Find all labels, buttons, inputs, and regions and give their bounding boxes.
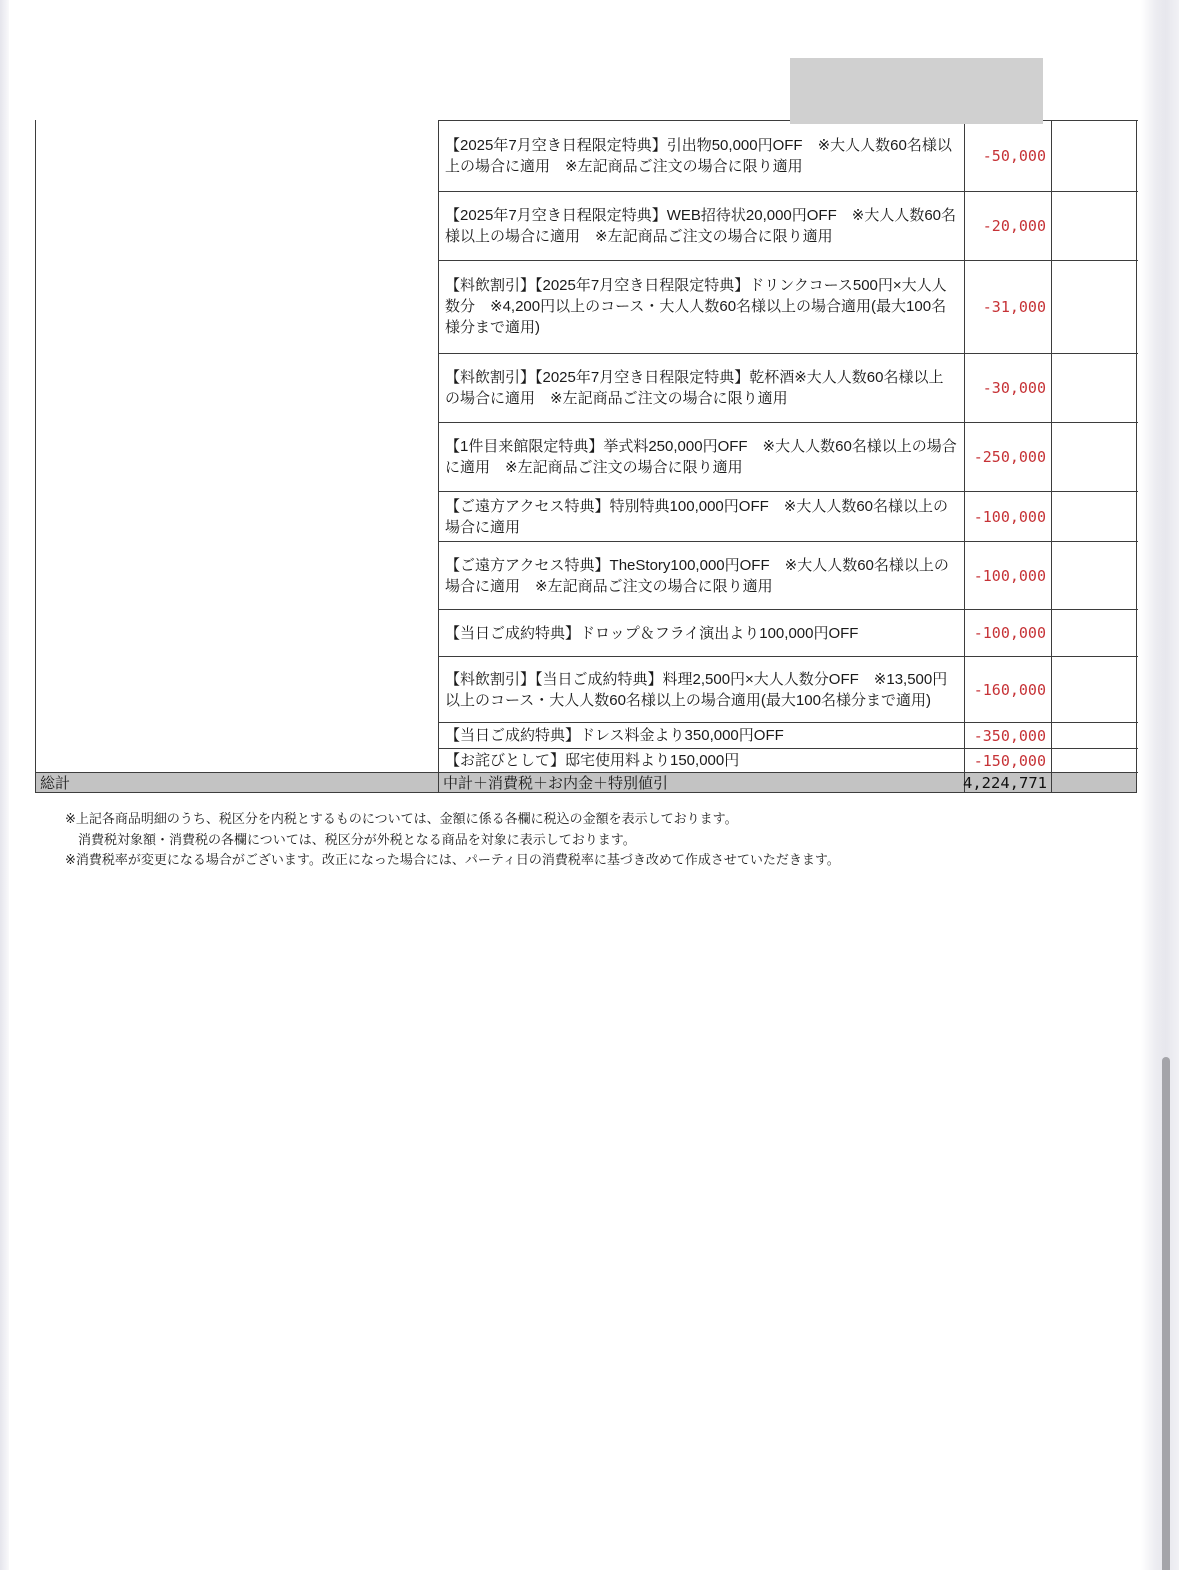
footnote-line: 消費税対象額・消費税の各欄については、税区分が外税となる商品を対象に表示しております。 bbox=[78, 831, 636, 847]
tax-empty-cell bbox=[1051, 260, 1138, 353]
item-description-cell bbox=[438, 541, 964, 609]
item-text: 【2025年7月空き日程限定特典】WEB招待状20,000円OFF ※大人人数60名様以上の場合に適用 ※左記商品ご注文の場合に限り適用 bbox=[445, 206, 957, 245]
table-row bbox=[36, 120, 1136, 191]
category-spacer-cell bbox=[36, 609, 438, 656]
item-text: 【料飲割引】【2025年7月空き日程限定特典】乾杯酒※大人人数60名様以上の場合に適用 ※左記商品ご注文の場合に限り適用 bbox=[445, 368, 944, 407]
amount-cell: -160,000 bbox=[964, 656, 1051, 722]
amount-cell: -250,000 bbox=[964, 422, 1051, 492]
item-description-cell bbox=[438, 656, 964, 722]
category-spacer-cell bbox=[36, 722, 438, 748]
category-spacer-cell bbox=[36, 191, 438, 260]
grand-total-description: 中計＋消費税＋お内金＋特別値引 bbox=[438, 772, 964, 792]
item-text: 【ご遠方アクセス特典】特別特典100,000円OFF ※大人人数60名様以上の場合に適用 bbox=[445, 497, 949, 536]
tax-empty-cell bbox=[1051, 422, 1138, 492]
item-text: 【当日ご成約特典】ドレス料金より350,000円OFF bbox=[445, 727, 784, 745]
tax-empty-cell bbox=[1051, 120, 1138, 191]
amount-cell: -30,000 bbox=[964, 353, 1051, 422]
table-row bbox=[36, 191, 1136, 260]
tax-empty-cell bbox=[1051, 609, 1138, 656]
item-description-cell bbox=[438, 722, 964, 748]
item-description-cell bbox=[438, 609, 964, 656]
grand-total-amount: 4,224,771 bbox=[964, 772, 1051, 792]
amount-cell: -150,000 bbox=[964, 748, 1051, 772]
page-left-edge bbox=[0, 0, 9, 1570]
category-spacer-cell bbox=[36, 541, 438, 609]
table-row bbox=[36, 722, 1136, 748]
category-spacer-cell bbox=[36, 422, 438, 492]
item-text: 【料飲割引】【2025年7月空き日程限定特典】ドリンクコース500円×大人人数分 ※4,200円以上のコース・大人人数60名様以上の場合適用(最大100名様分まで適用) bbox=[445, 277, 947, 337]
tax-empty-cell bbox=[1051, 191, 1138, 260]
tax-empty-cell bbox=[1051, 353, 1138, 422]
category-spacer-cell bbox=[36, 353, 438, 422]
tax-empty-cell bbox=[1051, 656, 1138, 722]
table-row bbox=[36, 656, 1136, 722]
item-description-cell bbox=[438, 353, 964, 422]
tax-empty-cell bbox=[1051, 722, 1138, 748]
amount-cell: -20,000 bbox=[964, 191, 1051, 260]
category-spacer-cell bbox=[36, 748, 438, 772]
table-row bbox=[36, 260, 1136, 353]
item-description-cell bbox=[438, 491, 964, 541]
tax-empty-cell bbox=[1051, 491, 1138, 541]
tax-empty-cell bbox=[1051, 748, 1138, 772]
amount-cell: -100,000 bbox=[964, 609, 1051, 656]
table-row bbox=[36, 422, 1136, 492]
amount-cell: -31,000 bbox=[964, 260, 1051, 353]
footnote-line: ※消費税率が変更になる場合がございます。改正になった場合には、パーティ日の消費税率に基づき改めて作成させていただきます。 bbox=[65, 852, 840, 867]
amount-cell: -350,000 bbox=[964, 722, 1051, 748]
item-text: 【1件目来館限定特典】挙式料250,000円OFF ※大人人数60名様以上の場合に適用 ※左記商品ご注文の場合に限り適用 bbox=[445, 437, 957, 476]
table-row bbox=[36, 491, 1136, 541]
tax-empty-cell bbox=[1051, 541, 1138, 609]
redacted-header-block bbox=[790, 58, 1043, 124]
category-spacer-cell bbox=[36, 120, 438, 191]
item-text: 【ご遠方アクセス特典】TheStory100,000円OFF ※大人人数60名様以上の場合に適用 ※左記商品ご注文の場合に限り適用 bbox=[445, 556, 949, 595]
item-description-cell bbox=[438, 120, 964, 191]
footnote-line: ※上記各商品明細のうち、税区分を内税とするものについては、金額に係る各欄に税込の金額を表示しております。 bbox=[65, 811, 738, 826]
item-description-cell bbox=[438, 191, 964, 260]
item-text: 【料飲割引】【当日ご成約特典】料理2,500円×大人人数分OFF ※13,500円以上のコース・大人人数60名様以上の場合適用(最大100名様分まで適用) bbox=[445, 670, 948, 709]
category-spacer-cell bbox=[36, 260, 438, 353]
grand-total-empty-cell bbox=[1051, 772, 1138, 792]
category-spacer-cell bbox=[36, 491, 438, 541]
item-text: 【当日ご成約特典】ドロップ＆フライ演出より100,000円OFF bbox=[445, 624, 859, 642]
scrollbar-thumb[interactable] bbox=[1162, 1057, 1170, 1570]
item-text: 【2025年7月空き日程限定特典】引出物50,000円OFF ※大人人数60名様以上の場合に適用 ※左記商品ご注文の場合に限り適用 bbox=[445, 136, 952, 175]
table-row bbox=[36, 541, 1136, 609]
item-text: 【お詫びとして】邸宅使用料より150,000円 bbox=[445, 752, 740, 769]
table-row bbox=[36, 609, 1136, 656]
page-right-edge bbox=[1141, 0, 1179, 1570]
item-description-cell bbox=[438, 422, 964, 492]
amount-cell: -50,000 bbox=[964, 120, 1051, 191]
grand-total-label: 総計 bbox=[36, 772, 438, 792]
item-description-cell bbox=[438, 748, 964, 772]
item-description-cell bbox=[438, 260, 964, 353]
benefits-discount-table bbox=[35, 120, 1137, 793]
grand-total-row bbox=[36, 772, 1136, 792]
category-spacer-cell bbox=[36, 656, 438, 722]
tax-footnotes bbox=[65, 809, 1065, 871]
amount-cell: -100,000 bbox=[964, 491, 1051, 541]
table-row bbox=[36, 353, 1136, 422]
amount-cell: -100,000 bbox=[964, 541, 1051, 609]
table-row bbox=[36, 748, 1136, 772]
